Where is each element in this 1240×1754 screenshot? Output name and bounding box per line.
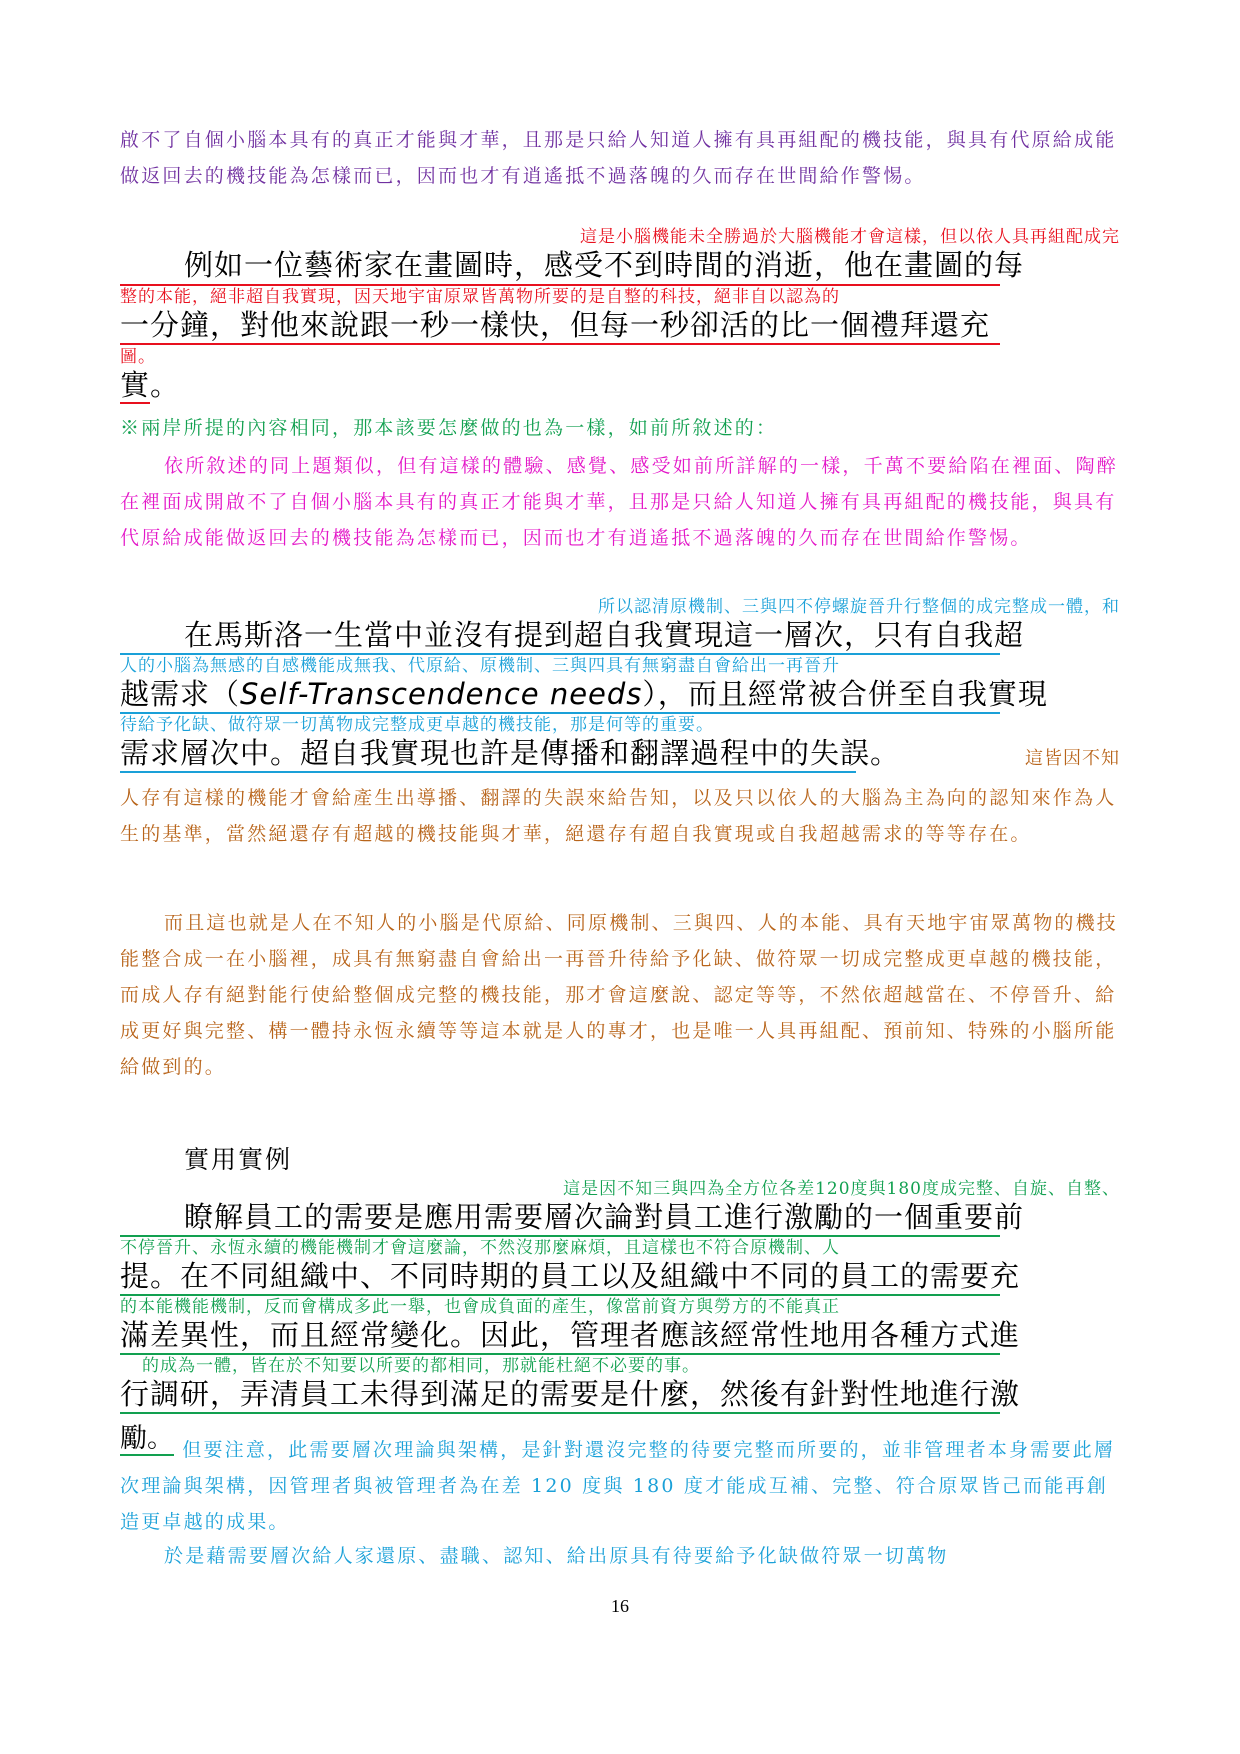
main-text-line: [120, 735, 1120, 771]
annotation-line: 這是因不知三與四為全方位各差120度與180度成完整、自旋、自整、: [563, 1179, 1120, 1199]
annotation-line: 這是小腦機能未全勝過於大腦機能才會這樣，但以依人具再組配成完: [580, 227, 1120, 247]
annotation-line: 的本能機能機制，反而會構成多此一舉，也會成負面的產生，像當前資方與勞方的不能真正: [120, 1297, 840, 1317]
annotation-line: 所以認清原機制、三與四不停螺旋晉升行整個的成完整成一體，和: [598, 597, 1120, 617]
english-term: Self-Transcendence needs: [240, 677, 643, 711]
underline-rule: [120, 402, 150, 404]
main-text-line: 滿差異性，而且經常變化。因此，管理者應該經常性地用各種方式進: [120, 1318, 1021, 1352]
paragraph-text: 但要注意，此需要層次理論與架構，是針對還沒完整的待要完整而所要的，並非管理者本身需要此層次理論與架構，因管理者與被管理者為在差 120 度與 180 度才能成互補、完整、符合原眾皆己而能再創造更卓越的成果。: [120, 1439, 1116, 1533]
main-text-line: 瞭解員工的需要是應用需要層次論對員工進行激勵的一個重要前: [184, 1200, 1025, 1234]
main-text-line: 實。: [120, 368, 181, 402]
underline-rule: [120, 343, 1000, 345]
main-text-line: 提。在不同組織中、不同時期的員工以及組織中不同的員工的需要充: [120, 1259, 1021, 1293]
underline-rule: [120, 771, 856, 773]
main-text-segment: ），而且經常被合併至自我實現: [642, 677, 1048, 711]
annotation-line: 待給予化缺、做符眾一切萬物成完整成更卓越的機技能，那是何等的重要。: [120, 715, 714, 735]
main-text-line: 一分鐘，對他來說跟一秒一樣快，但每一秒卻活的比一個禮拜還充: [120, 308, 991, 342]
paragraph-warning: 依所敘述的同上題類似，但有這樣的體驗、感覺、感受如前所詳解的一樣，千萬不要給陷在裡面、陶醉在裡面成開啟不了自個小腦本具有的真正才能與才華，且那是只給人知道人擁有具再組配的機技能，與具有代原給成能做返回去的機技能為怎樣而已，因而也才有逍遙抵不過落魄的久而存在世間給作警惕。: [120, 455, 1119, 549]
main-text-line: 例如一位藝術家在畫圖時，感受不到時間的消逝，他在畫圖的每: [184, 248, 1025, 282]
annotation-line: 人的小腦為無感的自感機能成無我、代原給、原機制、三與四具有無窮盡自會給出一再晉升: [120, 656, 840, 676]
main-text-line: 在馬斯洛一生當中並沒有提到超自我實現這一層次，只有自我超: [184, 618, 1025, 652]
annotation-line: 不停晉升、永恆永續的機能機制才會這麼論，不然沒那麼麻煩，且這樣也不符合原機制、人: [120, 1238, 840, 1258]
main-text-lead: 勵。: [120, 1424, 174, 1454]
paragraph-management: [120, 1424, 1120, 1540]
page-number: 16: [611, 1596, 629, 1616]
annotation-line: 的成為一體，皆在於不知要以所要的都相同，那就能杜絕不必要的事。: [142, 1356, 700, 1376]
paragraph-cerebellum: 而且這也就是人在不知人的小腦是代原給、同原機制、三與四、人的本能、具有天地宇宙眾萬物的機技能整合成一在小腦裡，成具有無窮盡自會給出一再晉升待給予化缺、做符眾一切成完整成更卓越的機技能，而成人存有絕對能行使給整個成完整的機技能，那才會這麼說、認定等等，不然依超越當在、不停晉升、給成更好與完整、構一體持永恆永續等等這本就是人的專才，也是唯一人具再組配、預前知、特殊的小腦所能給做到的。: [120, 912, 1119, 1078]
annotation-line: 整的本能，絕非超自我實現，因天地宇宙原眾皆萬物所要的是自整的科技，絕非自以認為的: [120, 287, 840, 307]
paragraph-intro: 啟不了自個小腦本具有的真正才能與才華，且那是只給人知道人擁有具再組配的機技能，與具有代原給成能做返回去的機技能為怎樣而已，因而也才有逍遙抵不過落魄的久而存在世間給作警惕。: [120, 129, 1117, 187]
annotation-line: 圖。: [120, 347, 156, 367]
main-text-segment: 越需求（: [120, 677, 241, 711]
paragraph-final: 於是藉需要層次給人家還原、盡職、認知、給出原具有待要給予化缺做符眾一切萬物: [164, 1545, 949, 1567]
inline-annotation: 這皆因不知: [1025, 748, 1120, 769]
section-heading: 實用實例: [184, 1145, 293, 1174]
note-line: ※兩岸所提的內容相同，那本該要怎麼做的也為一樣，如前所敘述的：: [120, 417, 778, 439]
main-text-line: 行調研，弄清員工未得到滿足的需要是什麼，然後有針對性地進行激: [120, 1377, 1021, 1411]
underline-rule: [120, 1412, 1000, 1414]
main-text-segment: 需求層次中。超自我實現也許是傳播和翻譯過程中的失誤。: [120, 736, 901, 770]
paragraph-explanation: 人存有這樣的機能才會給產生出導播、翻譯的失誤來給告知，以及只以依人的大腦為主為向的認知來作為人生的基準，當然絕還存有超越的機技能與才華，絕還存有超自我實現或自我超越需求的等等存在。: [120, 787, 1117, 845]
main-text-line: [120, 676, 1120, 712]
